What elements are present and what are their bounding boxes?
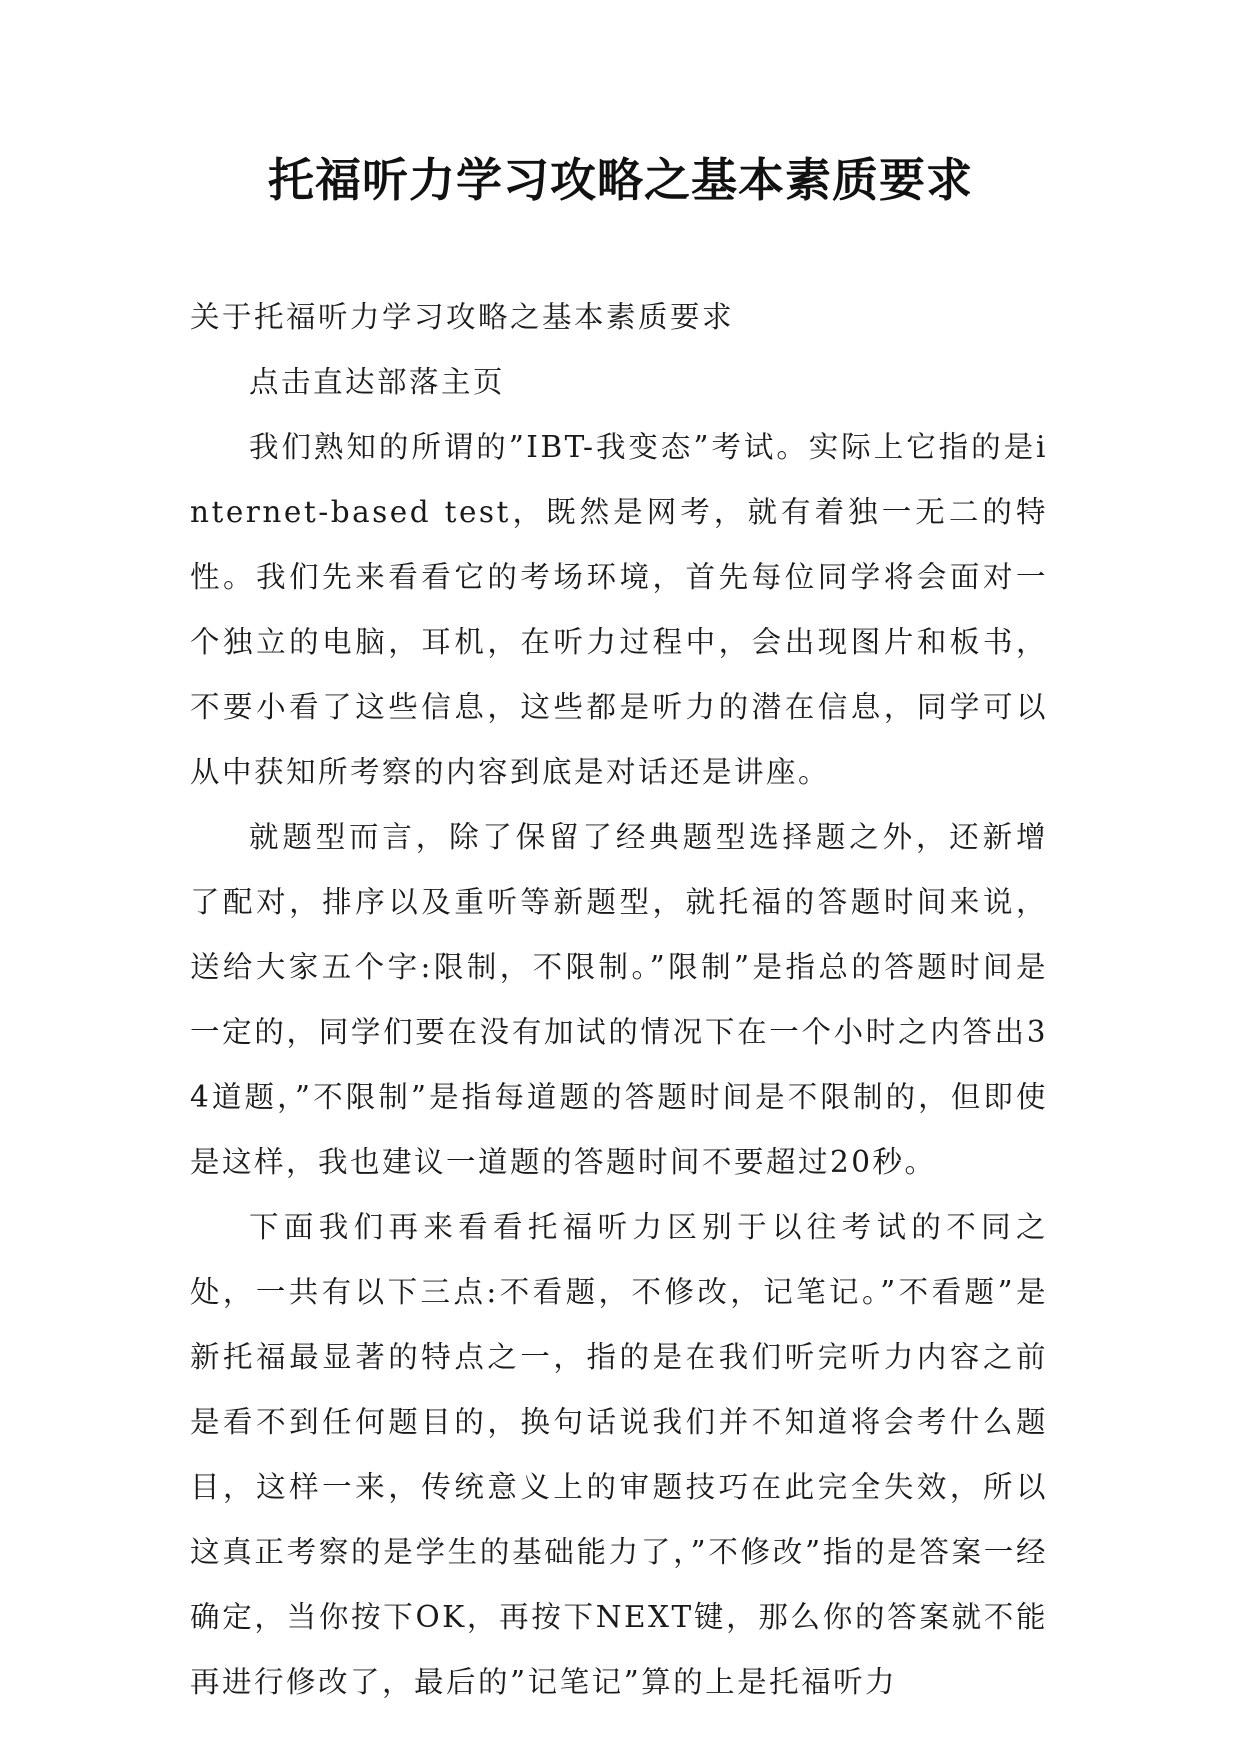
intro-line: 关于托福听力学习攻略之基本素质要求 — [190, 300, 735, 334]
paragraph-differences: 下面我们再来看看托福听力区别于以往考试的不同之处，一共有以下三点:不看题，不修改，记笔记。”不看题”是新托福最显著的特点之一，指的是在我们听完听力内容之前是看不到任何题目的，换句话说我们并不知道将会考什么题目，这样一来，传统意义上的审题技巧在此完全失效，所以这真正考察的是学生的基础能力了，”不修改”指的是答案一经确定，当你按下OK，再按下NEXT键，那么你的答案就不能再进行修改了，最后的”记笔记”算的上是托福听力 — [190, 1210, 1048, 1699]
paragraph-question-types: 就题型而言，除了保留了经典题型选择题之外，还新增了配对，排序以及重听等新题型，就托福的答题时间来说，送给大家五个字:限制，不限制。”限制”是指总的答题时间是一定的，同学们要在没有加试的情况下在一个小时之内答出34道题，”不限制”是指每道题的答题时间是不限制的，但即使是这样，我也建议一道题的答题时间不要超过20秒。 — [190, 820, 1048, 1179]
document-title: 托福听力学习攻略之基本素质要求 — [268, 153, 973, 207]
document-body — [190, 285, 1048, 1715]
tribe-homepage-link-text: 点击直达部落主页 — [249, 365, 506, 399]
paragraph-ibt-overview: 我们熟知的所谓的”IBT-我变态”考试。实际上它指的是internet-based test，既然是网考，就有着独一无二的特性。我们先来看看它的考场环境，首先每位同学将会面对一个独立的电脑，耳机，在听力过程中，会出现图片和板书，不要小看了这些信息，这些都是听力的潜在信息，同学可以从中获知所考察的内容到底是对话还是讲座。 — [190, 430, 1048, 789]
